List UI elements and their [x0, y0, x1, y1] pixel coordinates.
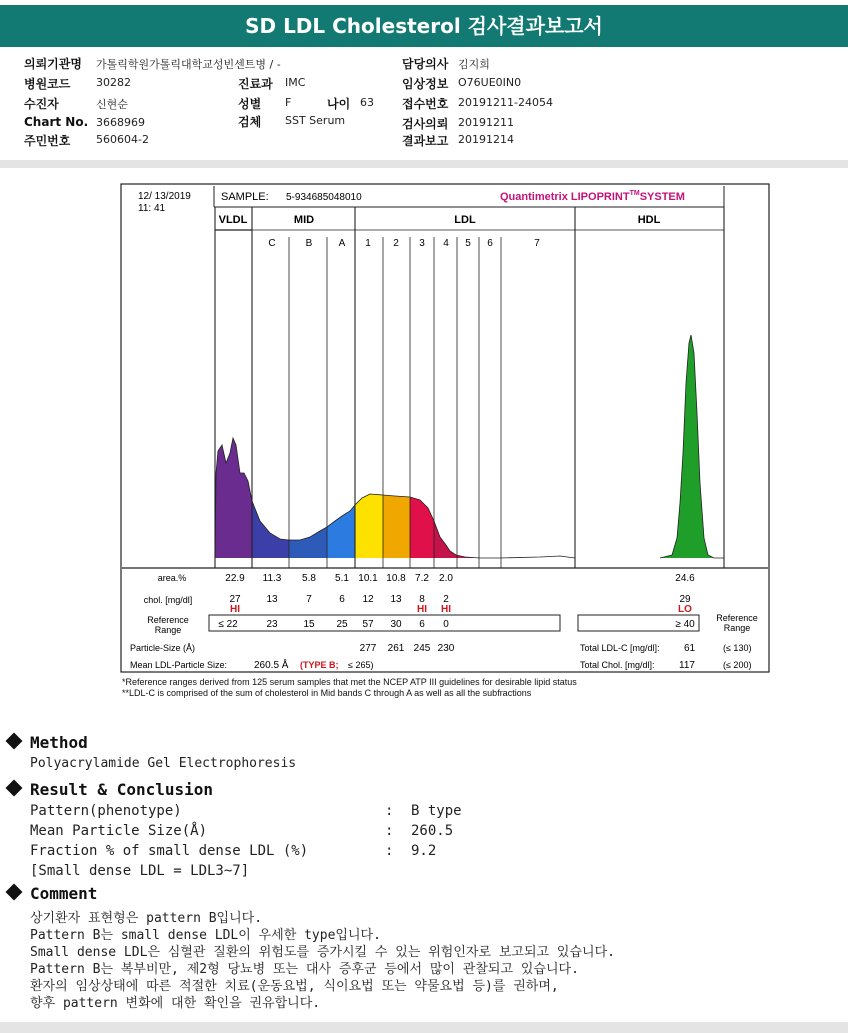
- patient-label: 수진자: [24, 97, 59, 111]
- chol-row-label: chol. [mg/dl]: [143, 595, 193, 605]
- chol-b: 7: [306, 594, 312, 605]
- result-label-pattern: Pattern(phenotype): [30, 803, 182, 819]
- particle-4: 230: [437, 643, 455, 654]
- sex-label: 성별: [238, 97, 262, 111]
- ref-vldl: ≤ 22: [218, 619, 238, 630]
- ref-row-label-2: Range: [154, 625, 182, 635]
- report-date-value: 20191214: [458, 133, 514, 146]
- flag-vldl: HI: [230, 604, 240, 615]
- chart-time: 11: 41: [138, 203, 166, 214]
- area-b: 5.8: [302, 573, 316, 584]
- band-5: 5: [465, 238, 471, 249]
- chol-3: 8: [419, 594, 425, 605]
- bottom-divider: [0, 1022, 848, 1033]
- chol-hdl: 29: [679, 594, 691, 605]
- result-colon-3: :: [385, 843, 394, 859]
- ref-1: 57: [362, 619, 374, 630]
- patient-value: 신현순: [96, 98, 128, 111]
- comment-line: Small dense LDL은 심혈관 질환의 위험도를 증가시킬 수 있는 위험인자로 보고되고 있습니다.: [30, 945, 615, 960]
- institution-label: 의뢰기관명: [24, 57, 82, 71]
- receipt-no-label: 접수번호: [402, 97, 449, 111]
- comment-heading-text: Comment: [30, 884, 98, 903]
- chol-2: 13: [390, 594, 402, 605]
- brand-text: Quantimetrix LIPOPRINT: [500, 191, 630, 203]
- region-mid: MID: [293, 214, 315, 226]
- result-label-fraction: Fraction % of small dense LDL (%): [30, 843, 309, 859]
- receipt-no-value: 20191211-24054: [458, 96, 553, 109]
- band-2: 2: [393, 238, 399, 249]
- age-value: 63: [360, 96, 374, 109]
- mean-size-value: 260.5 Å: [254, 660, 289, 671]
- ref-hdl: ≥ 40: [675, 619, 695, 630]
- band-1: 1: [365, 238, 371, 249]
- region-hdl: HDL: [637, 214, 661, 226]
- band-7: 7: [534, 238, 540, 249]
- ref-b: 15: [303, 619, 315, 630]
- chart-no-value: 3668969: [96, 116, 145, 129]
- ref-right-label-1: Reference: [716, 613, 758, 623]
- band-b: B: [305, 238, 313, 249]
- area-c: 11.3: [262, 573, 282, 584]
- request-date-value: 20191211: [458, 116, 514, 129]
- chol-1: 12: [362, 594, 374, 605]
- brand-tm: TM: [629, 190, 640, 197]
- sample-label: SAMPLE:: [221, 191, 269, 203]
- specimen-value: SST Serum: [285, 114, 346, 127]
- diamond-icon: [6, 733, 23, 750]
- result-label-mean: Mean Particle Size(Å): [30, 823, 208, 839]
- method-heading-text: Method: [30, 733, 88, 752]
- department-value: IMC: [285, 76, 306, 89]
- ref-row-label-1: Reference: [147, 615, 189, 625]
- total-chol-value: 117: [679, 660, 695, 671]
- band-4: 4: [443, 238, 449, 249]
- specimen-label: 검체: [238, 115, 262, 129]
- particle-3: 245: [413, 643, 431, 654]
- chol-a: 6: [339, 594, 345, 605]
- method-text: Polyacrylamide Gel Electrophoresis: [30, 756, 297, 771]
- hospital-code-label: 병원코드: [24, 77, 71, 91]
- footnote-2: **LDL-C is comprised of the sum of cholesterol in Mid bands C through A as well as all the subfractions: [122, 688, 532, 698]
- area-hdl: 24.6: [675, 573, 695, 584]
- doctor-label: 담당의사: [402, 57, 449, 71]
- ref-c: 23: [266, 619, 278, 630]
- flag-4: HI: [441, 604, 451, 615]
- comment-heading: [8, 884, 97, 903]
- report-title: SD LDL Cholesterol 검사결과보고서: [0, 5, 848, 47]
- comment-line: 향후 pattern 변화에 대한 확인을 권유합니다.: [30, 996, 321, 1011]
- institution-value: 가톨릭학원가톨릭대학교성빈센트병 / -: [96, 58, 281, 71]
- chol-vldl: 27: [229, 594, 241, 605]
- band-a: A: [338, 238, 346, 249]
- total-chol-label: Total Chol. [mg/dl]:: [580, 660, 655, 670]
- comment-line: Pattern B는 복부비만, 제2형 당뇨병 또는 대사 증후군 등에서 많이 관찰되고 있습니다.: [30, 962, 579, 977]
- clinical-info-value: O76UE0IN0: [458, 76, 522, 89]
- comment-line: Pattern B는 small dense LDL이 우세한 type입니다.: [30, 928, 381, 943]
- department-label: 진료과: [238, 77, 273, 91]
- ref-2: 30: [390, 619, 402, 630]
- doctor-value: 김지희: [458, 58, 490, 71]
- area-4: 2.0: [439, 573, 453, 584]
- result-value-fraction: 9.2: [411, 843, 437, 859]
- result-heading: [8, 780, 213, 799]
- sex-value: F: [285, 96, 292, 109]
- particle-1: 277: [359, 643, 377, 654]
- method-heading: [8, 733, 88, 752]
- particle-row-label: Particle-Size (Å): [130, 643, 196, 653]
- lipoprint-chart: [120, 183, 770, 673]
- particle-2: 261: [387, 643, 405, 654]
- comment-line: 환자의 임상상태에 따른 적절한 치료(운동요법, 식이요법 또는 약물요법 등)를 권하며,: [30, 979, 559, 994]
- ref-4: 0: [443, 619, 449, 630]
- section-divider: [0, 160, 848, 168]
- mean-type-ref: ≤ 265): [348, 660, 374, 670]
- region-ldl: LDL: [454, 214, 476, 226]
- band-6: 6: [487, 238, 493, 249]
- clinical-info-label: 임상정보: [402, 77, 449, 91]
- area-2: 10.8: [386, 573, 406, 584]
- request-date-label: 검사의뢰: [402, 117, 449, 131]
- diamond-icon: [6, 780, 23, 797]
- sample-id: 5-934685048010: [286, 192, 362, 203]
- band-c: C: [268, 238, 276, 249]
- result-note: [Small dense LDL = LDL3~7]: [30, 863, 250, 879]
- area-a: 5.1: [335, 573, 349, 584]
- diamond-icon: [6, 884, 23, 901]
- region-vldl: VLDL: [218, 214, 248, 226]
- flag-3: HI: [417, 604, 427, 615]
- ref-right-label-2: Range: [723, 623, 751, 633]
- area-1: 10.1: [358, 573, 378, 584]
- patient-info-block: [0, 52, 848, 160]
- age-label: 나이: [327, 97, 351, 111]
- total-ldl-label: Total LDL-C [mg/dl]:: [580, 643, 660, 653]
- result-colon-2: :: [385, 823, 394, 839]
- ref-a: 25: [336, 619, 348, 630]
- brand-name: [500, 190, 685, 203]
- chart-no-label: Chart No.: [24, 115, 89, 129]
- resident-no-label: 주민번호: [24, 134, 71, 148]
- brand-suffix: SYSTEM: [639, 191, 685, 203]
- flag-hdl: LO: [678, 604, 692, 615]
- chol-4: 2: [443, 594, 449, 605]
- ref-3: 6: [419, 619, 425, 630]
- chol-c: 13: [266, 594, 278, 605]
- footnote-1: *Reference ranges derived from 125 serum samples that met the NCEP ATP III guidelines for desirable lipid status: [122, 677, 577, 687]
- comment-line: 상기환자 표현형은 pattern B입니다.: [30, 911, 263, 926]
- area-3: 7.2: [415, 573, 429, 584]
- total-ldl-value: 61: [684, 643, 696, 654]
- result-heading-text: Result & Conclusion: [30, 780, 214, 799]
- lipoprint-svg: [120, 183, 770, 673]
- area-row-label: area.%: [157, 573, 187, 583]
- hospital-code-value: 30282: [96, 76, 131, 89]
- area-vldl: 22.9: [225, 573, 245, 584]
- result-colon-1: :: [385, 803, 394, 819]
- mean-type: (TYPE B;: [300, 660, 339, 670]
- total-ldl-ref: (≤ 130): [723, 643, 752, 653]
- chart-date: 12/ 13/2019: [138, 191, 191, 202]
- mean-size-label: Mean LDL-Particle Size:: [130, 660, 228, 670]
- result-value-pattern: B type: [411, 803, 462, 819]
- resident-no-value: 560604-2: [96, 133, 149, 146]
- result-value-mean: 260.5: [411, 823, 454, 839]
- band-3: 3: [419, 238, 425, 249]
- total-chol-ref: (≤ 200): [723, 660, 752, 670]
- report-date-label: 결과보고: [402, 134, 449, 148]
